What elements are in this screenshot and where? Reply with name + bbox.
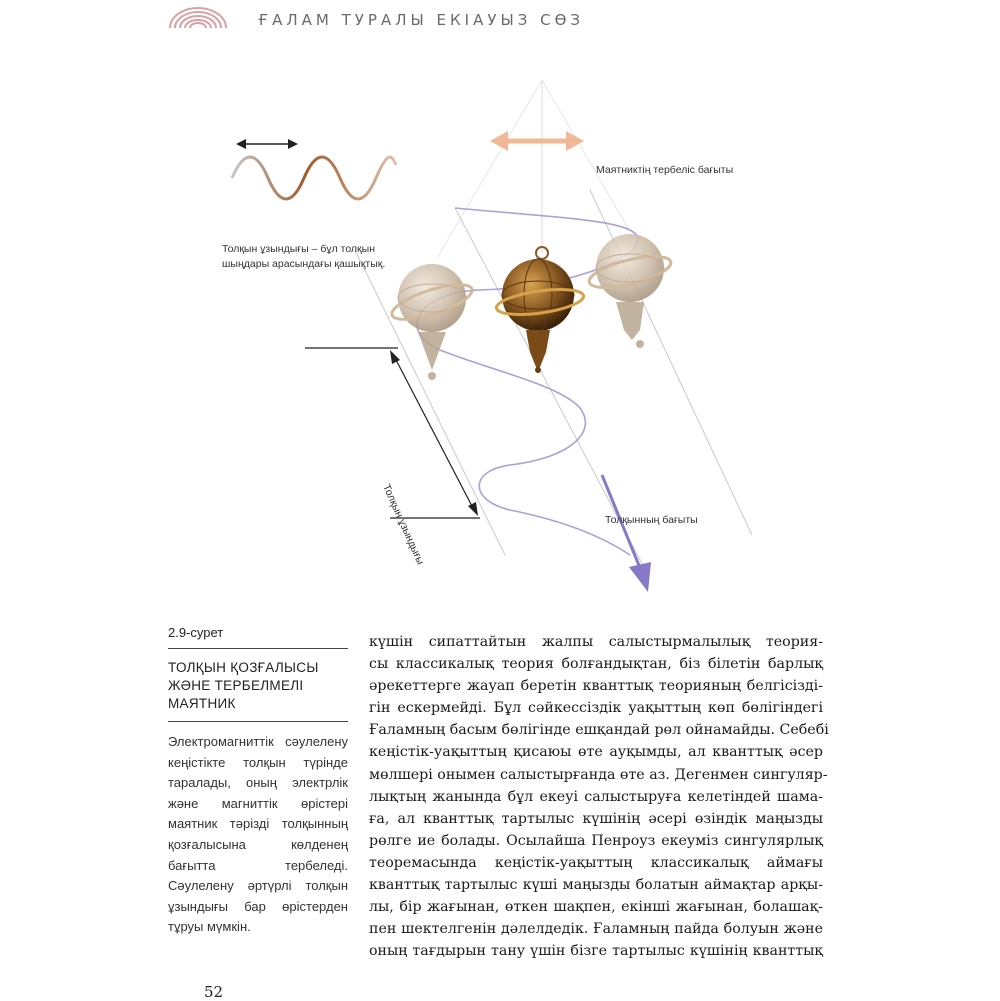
body-line: кванттық тартылыс күші маңызды болатын аймақтар арқы- — [369, 877, 823, 894]
pendulum-main — [495, 247, 585, 373]
body-line: лықтың жанында бұл екеуі салыстыруға келетіндей шама- — [369, 788, 823, 805]
body-text — [369, 631, 829, 962]
arrow-left-icon — [490, 131, 508, 151]
pendulum-ghost-left — [388, 264, 475, 380]
pendulum-ghost-right — [586, 234, 673, 348]
pendulum-string-right — [542, 80, 628, 228]
body-line: гін ескермейді. Бұл сәйкессіздік уақыттың көп бөлігіндегі — [369, 700, 823, 717]
header-title: ҒАЛАМ ТУРАЛЫ ЕКІАУЫЗ СӨЗ — [258, 11, 584, 29]
body-line: лы, бір жағынан, өткен шақпен, екінші жағынан, болашақ- — [369, 899, 823, 916]
page-number: 52 — [204, 983, 224, 1001]
label-wavelength-diagonal: Толқын ұзындығы — [380, 482, 427, 567]
caption-number: 2.9-сурет — [168, 625, 348, 649]
header-ornament-icon — [168, 6, 228, 30]
body-line: оның тағдырын тану үшін бізге тартылыс күшінің кванттық — [369, 943, 823, 960]
figure-caption — [168, 625, 348, 938]
body-line: сы классикалық теория болғандықтан, біз білетін барлық — [369, 656, 823, 673]
figure-wave-pendulum — [0, 40, 1000, 600]
label-wave-direction: Толқынның бағыты — [605, 514, 698, 526]
wave-arrow-head-icon — [629, 562, 651, 592]
caption-text: Электромагниттік сәулелену кеңістікте толқын түрінде таралады, оның электрлік және магниттік өрістері маятник тәрізді толқынның қозғалысына көлденең бағытта тербеледі. Сәулелену әртүрлі толқын ұзындығы бар өрістерден тұруы мүмкін. — [168, 734, 348, 935]
figure-diagram — [0, 40, 1000, 600]
label-pendulum-direction: Маятниктің тербеліс бағыты — [596, 164, 734, 176]
pendulum-string-left — [437, 80, 542, 258]
label-wavelength-note: Толқын ұзындығы – бұл толқын шыңдары арасындағы қашықтық. — [222, 243, 386, 270]
body-line: күшін сипаттайтын жалпы салыстырмалылық теория- — [369, 634, 823, 650]
body-line: рөлге ие болады. Осылайша Пенроуз екеуміз сингулярлық — [369, 832, 823, 849]
body-line: мөлшері онымен салыстырғанда өте аз. Дегенмен сингуляр- — [369, 766, 828, 783]
wave-illustration — [232, 157, 396, 199]
running-header — [168, 6, 584, 32]
body-line: әрекеттерге жауап беретін кванттық теорияның белгісізді- — [369, 678, 823, 695]
marker-arrow-left-icon — [236, 139, 246, 149]
body-line: теоремасында кеңістік-уақыттың классикалық аймағы — [369, 854, 823, 871]
body-line: ға, ал кванттық тартылыс күшінің әсері өзіндік маңызды — [369, 810, 823, 827]
body-line: пен шектелгенін дәлелдедік. Ғаламның пайда болуын және — [369, 921, 823, 938]
body-line: кеңістік-уақыттың қисаюы өте ауқымды, ал кванттық әсер — [369, 744, 823, 761]
caption-title: ТОЛҚЫН ҚОЗҒАЛЫСЫ ЖӘНЕ ТЕРБЕЛМЕЛІ МАЯТНИК — [168, 659, 348, 722]
marker-arrow-right-icon — [288, 139, 298, 149]
bracket-arrow-down-icon — [468, 502, 478, 516]
body-line: Ғаламның басым бөлігінде ешқандай рөл ойнамайды. Себебі — [369, 722, 829, 739]
bracket-arrow-up-icon — [390, 350, 400, 364]
